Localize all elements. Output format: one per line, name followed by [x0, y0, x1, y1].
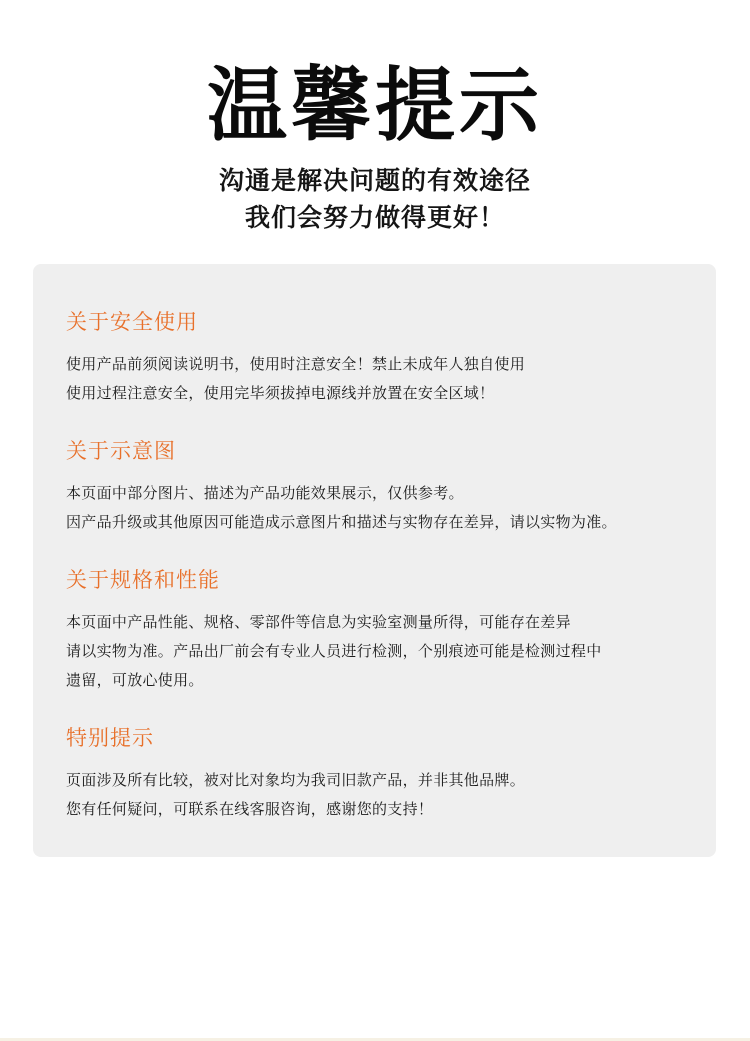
page-title: 温馨提示 — [207, 59, 543, 152]
section-line: 因产品升级或其他原因可能造成示意图片和描述与实物存在差异，请以实物为准。 — [66, 513, 617, 531]
section-line: 使用过程注意安全，使用完毕须拔掉电源线并放置在安全区域！ — [66, 384, 495, 402]
subtitle-line-1: 沟通是解决问题的有效途径 — [218, 166, 531, 195]
section-safety — [66, 308, 706, 408]
section-line: 使用产品前须阅读说明书，使用时注意安全！禁止未成年人独自使用 — [66, 355, 526, 373]
section-title: 关于规格和性能 — [66, 568, 220, 592]
section-line: 遗留，可放心使用。 — [66, 671, 204, 689]
section-line: 页面涉及所有比较，被对比对象均为我司旧款产品，并非其他品牌。 — [66, 771, 526, 789]
section-title: 特别提示 — [66, 726, 154, 750]
section-title: 关于安全使用 — [66, 310, 198, 334]
section-line: 您有任何疑问，可联系在线客服咨询，感谢您的支持！ — [66, 800, 434, 818]
section-line: 本页面中产品性能、规格、零部件等信息为实验室测量所得，可能存在差异 — [66, 613, 571, 631]
section-illustration — [66, 437, 706, 537]
section-specs — [66, 566, 706, 695]
section-special-notice — [66, 724, 706, 824]
section-line: 本页面中部分图片、描述为产品功能效果展示，仅供参考。 — [66, 484, 464, 502]
subtitle-line-2: 我们会努力做得更好！ — [244, 203, 505, 232]
section-title: 关于示意图 — [66, 439, 176, 463]
section-line: 请以实物为准。产品出厂前会有专业人员进行检测，个别痕迹可能是检测过程中 — [66, 642, 602, 660]
notice-panel — [33, 264, 716, 857]
